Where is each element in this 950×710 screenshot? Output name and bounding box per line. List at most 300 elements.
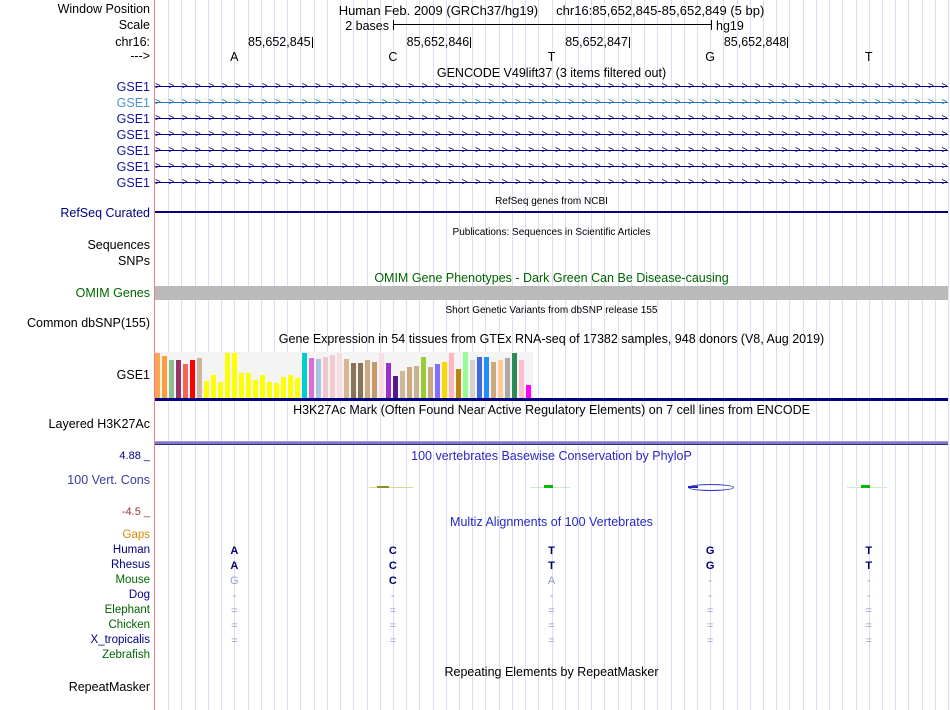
strand-arrow: >: [368, 113, 375, 124]
gtex-tissue-bar: [526, 385, 531, 399]
gtex-tissue-bar: [176, 360, 181, 399]
strand-arrow: >: [314, 161, 321, 172]
omim-genes-label[interactable]: OMIM Genes: [75, 286, 150, 300]
strand-arrow: >: [194, 177, 201, 188]
strand-arrow: >: [408, 177, 415, 188]
strand-arrow: >: [381, 81, 388, 92]
strand-arrow: >: [914, 97, 921, 108]
strand-arrow: >: [861, 161, 868, 172]
alignment-base: =: [389, 605, 397, 617]
strand-arrow: >: [901, 129, 908, 140]
strand-arrow: >: [341, 129, 348, 140]
strand-arrow: >: [634, 145, 641, 156]
species-label-chicken[interactable]: Chicken: [108, 619, 150, 631]
window-position-header: [155, 3, 948, 18]
gtex-tissue-bar: [204, 381, 209, 399]
strand-arrow: >: [621, 81, 628, 92]
gtex-tissue-bar: [351, 363, 356, 399]
strand-arrow: >: [301, 177, 308, 188]
strand-arrow: >: [728, 129, 734, 140]
strand-arrow: >: [461, 177, 468, 188]
strand-arrow: >: [448, 161, 455, 172]
strand-arrow: >: [274, 81, 281, 92]
strand-arrow: >: [901, 97, 908, 108]
strand-arrow: >: [834, 161, 841, 172]
strand-arrow: >: [688, 129, 694, 140]
strand-arrow: >: [328, 177, 335, 188]
alignment-base: =: [548, 635, 555, 647]
strand-arrow: >: [928, 81, 934, 92]
strand-arrow: >: [248, 145, 255, 156]
strand-arrow: >: [581, 177, 588, 188]
strand-arrow: >: [888, 113, 894, 124]
gtex-tissue-bar: [330, 355, 335, 399]
strand-arrow: >: [421, 97, 428, 108]
strand-arrow: >: [714, 161, 721, 172]
strand-arrow: >: [381, 129, 388, 140]
strand-arrow: >: [288, 161, 295, 172]
strand-arrow: >: [181, 161, 188, 172]
strand-arrow: >: [714, 113, 721, 124]
strand-arrow: >: [914, 113, 921, 124]
strand-arrow: >: [221, 113, 228, 124]
strand-arrow: >: [168, 113, 175, 124]
strand-arrow: >: [848, 145, 854, 156]
strand-arrow: >: [928, 145, 934, 156]
strand-arrow: >: [834, 129, 841, 140]
strand-arrow: >: [608, 177, 614, 188]
strand-arrow: >: [274, 161, 281, 172]
gse1-transcript-row[interactable]: [155, 113, 948, 124]
strand-arrow: >: [514, 113, 521, 124]
alignment-base: =: [865, 620, 872, 632]
strand-arrow: >: [514, 129, 521, 140]
gtex-tissue-bar: [365, 360, 370, 399]
dbsnp-track-title: Short Genetic Variants from dbSNP release 155: [445, 305, 658, 316]
strand-arrow: >: [208, 97, 215, 108]
strand-arrow: >: [234, 145, 241, 156]
strand-arrow: >: [674, 145, 681, 156]
strand-arrow: >: [888, 177, 894, 188]
strand-arrow: >: [314, 129, 321, 140]
strand-arrow: >: [554, 129, 561, 140]
strand-arrow: >: [394, 145, 401, 156]
strand-arrow: >: [848, 129, 854, 140]
strand-arrow: >: [554, 81, 561, 92]
strand-arrow: >: [274, 177, 281, 188]
ruler-position: 85,652,846: [406, 35, 470, 49]
gse1-transcript-row[interactable]: [155, 129, 948, 140]
ruler-tick: [629, 37, 630, 48]
cons-min-value: -4.5 _: [121, 506, 150, 518]
cons-track-title: 100 vertebrates Basewise Conservation by PhyloP: [411, 449, 692, 463]
publications-track-title: Publications: Sequences in Scientific Articles: [452, 227, 651, 238]
alignment-base: =: [865, 635, 872, 647]
alignment-base: -: [866, 590, 871, 602]
repeatmasker-label[interactable]: RepeatMasker: [68, 680, 150, 694]
strand-arrow: >: [874, 113, 881, 124]
strand-arrow: >: [848, 161, 854, 172]
chrom-label: chr16:: [115, 35, 150, 49]
strand-arrow: >: [501, 145, 508, 156]
strand-arrow: >: [528, 97, 535, 108]
gtex-tissue-bar: [246, 373, 251, 399]
species-label-dog[interactable]: Dog: [128, 589, 150, 601]
strand-arrow: >: [341, 113, 348, 124]
species-label-mouse[interactable]: Mouse: [115, 574, 150, 586]
strand-arrow: >: [341, 177, 348, 188]
strand-arrow: >: [941, 113, 948, 124]
strand-arrow: >: [754, 177, 761, 188]
strand-arrow: >: [181, 145, 188, 156]
strand-arrow: >: [621, 97, 628, 108]
strand-arrow: >: [488, 97, 495, 108]
strand-arrow: >: [594, 177, 601, 188]
strand-arrow: >: [234, 97, 241, 108]
strand-arrow: >: [674, 129, 681, 140]
alignment-base: A: [230, 545, 239, 557]
strand-arrow: >: [768, 129, 774, 140]
strand-arrow: >: [701, 145, 708, 156]
strand-arrow: >: [221, 145, 228, 156]
scale-bases-text: 2 bases: [345, 19, 389, 33]
reference-base: A: [230, 50, 239, 64]
strand-arrow: >: [688, 97, 694, 108]
strand-arrow: >: [861, 81, 868, 92]
strand-arrow: >: [288, 177, 295, 188]
window-position-label: Window Position: [57, 2, 150, 16]
strand-arrow: >: [728, 97, 734, 108]
gtex-track-title: Gene Expression in 54 tissues from GTEx RNA-seq of 17382 samples, 948 donors (V8, Aug 2019): [278, 332, 825, 346]
strand-arrow: >: [474, 161, 481, 172]
strand-arrow: >: [461, 97, 468, 108]
strand-arrow: >: [821, 113, 828, 124]
strand-arrow: >: [888, 161, 894, 172]
strand-arrow: >: [381, 97, 388, 108]
gtex-tissue-bar: [463, 352, 468, 399]
ruler-position: 85,652,847: [565, 35, 628, 49]
strand-arrow: >: [928, 161, 934, 172]
strand-arrow: >: [688, 81, 694, 92]
strand-arrow: >: [581, 161, 588, 172]
strand-arrow: >: [621, 113, 628, 124]
strand-arrow: >: [554, 113, 561, 124]
strand-arrow: >: [421, 161, 428, 172]
gtex-tissue-bar: [449, 353, 454, 399]
gtex-tissue-bar: [505, 358, 510, 399]
strand-arrow: >: [368, 177, 375, 188]
strand-arrow: >: [261, 81, 268, 92]
strand-arrow: >: [381, 145, 388, 156]
strand-arrow: >: [168, 129, 175, 140]
strand-arrow: >: [234, 81, 241, 92]
strand-arrow: >: [261, 113, 268, 124]
sequences-label[interactable]: Sequences: [87, 238, 150, 252]
species-label-elephant[interactable]: Elephant: [104, 604, 150, 616]
gtex-tissue-bar: [155, 353, 160, 399]
gse1-transcript-row[interactable]: [155, 97, 948, 108]
gtex-tissue-bar: [400, 371, 405, 399]
strand-arrow: >: [874, 161, 881, 172]
strand-arrow: >: [808, 97, 814, 108]
strand-arrow: >: [661, 81, 668, 92]
gtex-tissue-bar: [197, 358, 202, 399]
reference-base: T: [864, 50, 873, 64]
strand-arrow: >: [821, 145, 828, 156]
strand-arrow: >: [874, 145, 881, 156]
strand-arrow: >: [288, 145, 295, 156]
strand-arrow: >: [248, 81, 255, 92]
alignment-base: =: [231, 605, 238, 617]
strand-arrow: >: [808, 81, 814, 92]
strand-arrow: >: [394, 177, 401, 188]
strand-arrow: >: [914, 177, 921, 188]
alignment-base: -: [391, 590, 395, 602]
strand-arrow: >: [554, 161, 561, 172]
alignment-base: =: [231, 635, 238, 647]
strand-arrow: >: [168, 161, 175, 172]
strand-arrow: >: [155, 97, 161, 108]
strand-arrow: >: [408, 113, 415, 124]
strand-arrow: >: [608, 129, 614, 140]
strand-arrow: >: [621, 161, 628, 172]
gse1-transcript-row[interactable]: [155, 161, 948, 172]
strand-arrow: >: [941, 81, 948, 92]
strand-arrow: >: [314, 97, 321, 108]
strand-arrow: >: [594, 113, 601, 124]
strand-arrow: >: [634, 161, 641, 172]
strand-arrow: >: [408, 129, 415, 140]
strand-arrow: >: [234, 177, 241, 188]
strand-arrow: >: [261, 145, 268, 156]
strand-arrow: >: [501, 97, 508, 108]
strand-arrow: >: [528, 129, 535, 140]
strand-arrow: >: [781, 81, 788, 92]
strand-arrow: >: [421, 81, 428, 92]
strand-arrow: >: [594, 129, 601, 140]
species-label-gaps[interactable]: Gaps: [122, 529, 150, 541]
gtex-tissue-bar: [512, 353, 517, 399]
strand-arrow: >: [181, 113, 188, 124]
strand-arrow: >: [261, 97, 268, 108]
gse1-transcript-row[interactable]: [155, 177, 948, 188]
strand-arrow: >: [155, 113, 161, 124]
strand-arrow: >: [155, 161, 161, 172]
alignment-base: C: [388, 545, 397, 557]
gtex-tissue-bar: [372, 362, 377, 399]
strand-arrow: >: [248, 177, 255, 188]
strand-arrow: >: [741, 129, 748, 140]
strand-arrow: >: [155, 177, 161, 188]
common-dbsnp-label[interactable]: Common dbSNP(155): [27, 316, 150, 330]
strand-arrow: >: [181, 129, 188, 140]
h3k27ac-signal-band[interactable]: [155, 441, 948, 445]
gse1-gene-label[interactable]: GSE1: [116, 128, 150, 142]
strand-arrow: >: [488, 81, 495, 92]
strand-arrow: >: [834, 145, 841, 156]
strand-arrow: >: [608, 113, 614, 124]
strand-arrow: >: [248, 161, 255, 172]
cons-track-label[interactable]: 100 Vert. Cons: [67, 473, 150, 487]
strand-arrow: >: [781, 97, 788, 108]
alignment-base: T: [548, 560, 555, 572]
gtex-tissue-bar: [484, 357, 489, 399]
strand-arrow: >: [248, 113, 255, 124]
strand-arrow: >: [861, 97, 868, 108]
strand-arrow: >: [301, 145, 308, 156]
strand-arrow: >: [808, 161, 814, 172]
refseq-track-title: RefSeq genes from NCBI: [495, 196, 608, 207]
strand-arrow: >: [514, 81, 521, 92]
gse1-gene-label[interactable]: GSE1: [116, 176, 150, 190]
species-label-zebrafish[interactable]: Zebrafish: [102, 649, 150, 661]
strand-arrow: >: [901, 81, 908, 92]
gse1-gene-label[interactable]: GSE1: [116, 144, 150, 158]
strand-arrow: >: [661, 161, 668, 172]
gencode-track-title: GENCODE V49lift37 (3 items filtered out): [436, 66, 667, 80]
strand-arrow: >: [474, 177, 481, 188]
gse1-gene-label[interactable]: GSE1: [116, 160, 150, 174]
gse1-gene-label[interactable]: GSE1: [116, 80, 150, 94]
gtex-tissue-bar: [379, 353, 384, 399]
alignment-base: G: [705, 560, 715, 572]
strand-arrow: >: [341, 97, 348, 108]
strand-arrow: >: [688, 161, 694, 172]
layered-h3k27ac-label[interactable]: Layered H3K27Ac: [48, 417, 150, 431]
alignment-base: =: [706, 605, 714, 617]
gtex-tissue-bar: [337, 353, 342, 399]
strand-arrow: >: [328, 129, 335, 140]
strand-arrow: >: [648, 97, 654, 108]
gtex-tissue-bar: [477, 357, 482, 399]
assembly-short-label: hg19: [716, 19, 744, 33]
strand-arrow: >: [554, 97, 561, 108]
strand-arrow: >: [741, 177, 748, 188]
strand-arrow: >: [914, 81, 921, 92]
gse1-transcript-row[interactable]: [155, 145, 948, 156]
strand-arrow: >: [408, 145, 415, 156]
assembly-title: Human Feb. 2009 (GRCh37/hg19): [338, 3, 539, 18]
omim-gene-bar[interactable]: [155, 286, 948, 300]
species-label-human[interactable]: Human: [112, 544, 150, 556]
strand-arrow: >: [408, 161, 415, 172]
gtex-tissue-bar: [519, 360, 524, 399]
strand-arrow: >: [781, 113, 788, 124]
strand-arrow: >: [194, 129, 201, 140]
gtex-tissue-bar: [407, 367, 412, 399]
strand-arrow: >: [461, 145, 468, 156]
strand-arrow: >: [754, 161, 761, 172]
strand-arrow: >: [581, 145, 588, 156]
strand-arrow: >: [861, 113, 868, 124]
strand-arrow: >: [888, 129, 894, 140]
gtex-tissue-bar: [225, 353, 230, 399]
strand-arrow: >: [568, 97, 575, 108]
strand-arrow: >: [314, 81, 321, 92]
strand-arrow: >: [608, 145, 614, 156]
strand-arrow: >: [234, 161, 241, 172]
strand-arrow: >: [581, 113, 588, 124]
strand-arrow: >: [314, 113, 321, 124]
repeatmasker-track-title: Repeating Elements by RepeatMasker: [444, 665, 659, 679]
gse1-transcript-row[interactable]: [155, 81, 948, 92]
strand-arrow: >: [394, 113, 401, 124]
gtex-tissue-bar: [323, 357, 328, 399]
strand-arrow: >: [728, 161, 734, 172]
strand-arrow: >: [781, 145, 788, 156]
strand-arrow: >: [381, 161, 388, 172]
ruler-tick: [470, 37, 471, 48]
strand-arrow: >: [288, 81, 295, 92]
strand-arrow: >: [261, 177, 268, 188]
gse1-gene-label[interactable]: GSE1: [116, 96, 150, 110]
strand-arrow: >: [594, 81, 601, 92]
strand-arrow: >: [408, 81, 415, 92]
position-range: chr16:85,652,845-85,652,849 (5 bp): [556, 3, 765, 18]
species-label-rhesus[interactable]: Rhesus: [111, 559, 150, 571]
refseq-curated-label[interactable]: RefSeq Curated: [60, 206, 150, 220]
strand-arrow: >: [621, 129, 628, 140]
strand-arrow: >: [741, 97, 748, 108]
alignment-base: G: [230, 575, 239, 587]
species-label-x_tropicalis[interactable]: X_tropicalis: [90, 634, 150, 646]
strand-arrow: >: [434, 145, 441, 156]
gtex-tissue-bar: [344, 359, 349, 399]
snps-label[interactable]: SNPs: [118, 254, 150, 268]
strand-arrow: >: [541, 97, 548, 108]
strand-arrow: >: [474, 129, 481, 140]
strand-arrow: >: [728, 145, 734, 156]
alignment-base: =: [389, 620, 397, 632]
strand-arrow: >: [741, 145, 748, 156]
gtex-gse1-label[interactable]: GSE1: [116, 368, 150, 382]
alignment-base: A: [230, 560, 239, 572]
reference-base: T: [547, 50, 556, 64]
gtex-tissue-bar: [267, 382, 272, 399]
strand-arrow: >: [941, 97, 948, 108]
multiz-track-title: Multiz Alignments of 100 Vertebrates: [450, 515, 653, 529]
strand-arrow: >: [688, 113, 694, 124]
strand-arrow: >: [434, 113, 441, 124]
strand-arrow: >: [448, 129, 455, 140]
refseq-gene-line[interactable]: [155, 211, 948, 213]
strand-arrow: >: [488, 177, 495, 188]
strand-arrow: >: [701, 97, 708, 108]
strand-arrow: >: [714, 97, 721, 108]
strand-arrow: >: [541, 145, 548, 156]
strand-arrow: >: [861, 129, 868, 140]
strand-arrow: >: [821, 81, 828, 92]
strand-arrow: >: [794, 145, 801, 156]
strand-arrow: >: [741, 113, 748, 124]
strand-arrow: >: [234, 113, 241, 124]
strand-arrow: >: [674, 97, 681, 108]
strand-arrow: >: [768, 97, 774, 108]
strand-arrow: >: [861, 145, 868, 156]
alignment-base: -: [232, 590, 237, 602]
strand-arrow: >: [448, 113, 455, 124]
gse1-gene-label[interactable]: GSE1: [116, 112, 150, 126]
strand-arrow: >: [354, 145, 361, 156]
strand-arrow: >: [461, 81, 468, 92]
strand-arrow: >: [834, 113, 841, 124]
strand-arrow: >: [794, 129, 801, 140]
strand-arrow: >: [208, 177, 215, 188]
strand-arrow: >: [768, 161, 774, 172]
strand-arrow: >: [941, 161, 948, 172]
strand-arrow: >: [888, 81, 894, 92]
gtex-expression-bar-chart[interactable]: [155, 352, 533, 399]
